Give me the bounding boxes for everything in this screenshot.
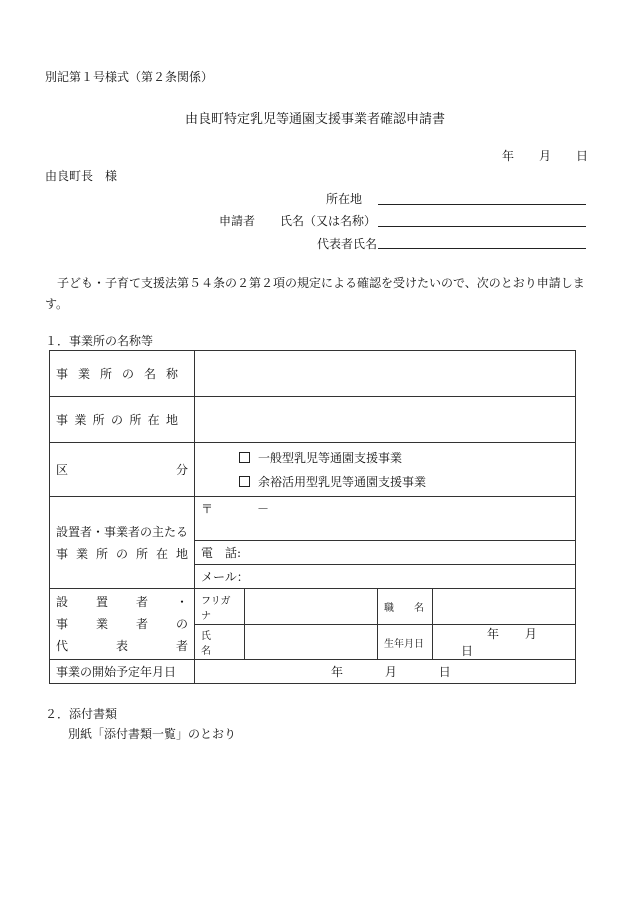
- rep-label: 代表者氏名: [317, 237, 378, 251]
- birthdate-label: 生年月日: [378, 625, 433, 660]
- section1-heading: １．事業所の名称等: [45, 334, 154, 348]
- date-year: 年: [502, 149, 515, 163]
- page-title: 由良町特定乳児等通園支援事業者確認申請書: [184, 112, 445, 127]
- phone-field[interactable]: 電 話:: [195, 541, 576, 565]
- applicant-role: 申請者: [219, 214, 256, 228]
- birthdate-value[interactable]: 年 月 日: [433, 625, 576, 660]
- facility-location-value[interactable]: [195, 397, 576, 443]
- postal-code-field[interactable]: 〒 －: [195, 497, 576, 541]
- address-field[interactable]: [378, 204, 586, 205]
- option-surplus[interactable]: 余裕活用型乳児等通園支援事業: [201, 470, 569, 494]
- rep-name-label: 氏 名: [195, 625, 245, 660]
- main-office-label: 設置者・事業者の主たる 事業所の所在地: [50, 497, 195, 589]
- furigana-value[interactable]: [245, 589, 378, 625]
- name-label: 氏名（又は名称）: [280, 214, 377, 228]
- furigana-label: フリガナ: [195, 589, 245, 625]
- start-date-value[interactable]: 年 月 日: [195, 660, 576, 684]
- option-general[interactable]: 一般型乳児等通園支援事業: [201, 446, 569, 470]
- category-options: [195, 443, 576, 497]
- facility-name-value[interactable]: [195, 351, 576, 397]
- rep-name-value[interactable]: [245, 625, 378, 660]
- checkbox-icon[interactable]: [239, 452, 250, 463]
- facility-name-label: 事業所の名称: [50, 351, 195, 397]
- section2-heading: ２．添付書類: [45, 707, 118, 721]
- date-day: 日: [576, 149, 589, 163]
- facility-location-label: 事業所の所在地: [50, 397, 195, 443]
- start-date-label: 事業の開始予定年月日: [50, 660, 195, 684]
- email-field[interactable]: メール：: [195, 565, 576, 589]
- addressee: 由良町長 様: [45, 169, 118, 183]
- address-label: 所在地: [326, 192, 363, 206]
- body-text: 子ども・子育て支援法第５４条の２第２項の規定による確認を受けたいので、次のとおり申請します。: [45, 276, 585, 311]
- name-field[interactable]: [378, 226, 586, 227]
- category-label: 区 分: [50, 443, 195, 497]
- position-value[interactable]: [433, 589, 576, 625]
- rep-field[interactable]: [378, 248, 586, 249]
- form-label: 別記第１号様式（第２条関係）: [45, 70, 214, 84]
- checkbox-icon[interactable]: [239, 476, 250, 487]
- representative-label: 設置者・ 事業者の 代表者: [50, 589, 195, 660]
- date-month: 月: [539, 149, 552, 163]
- section2-text: 別紙「添付書類一覧」のとおり: [68, 727, 237, 741]
- application-table: [49, 350, 576, 684]
- position-label: 職 名: [378, 589, 433, 625]
